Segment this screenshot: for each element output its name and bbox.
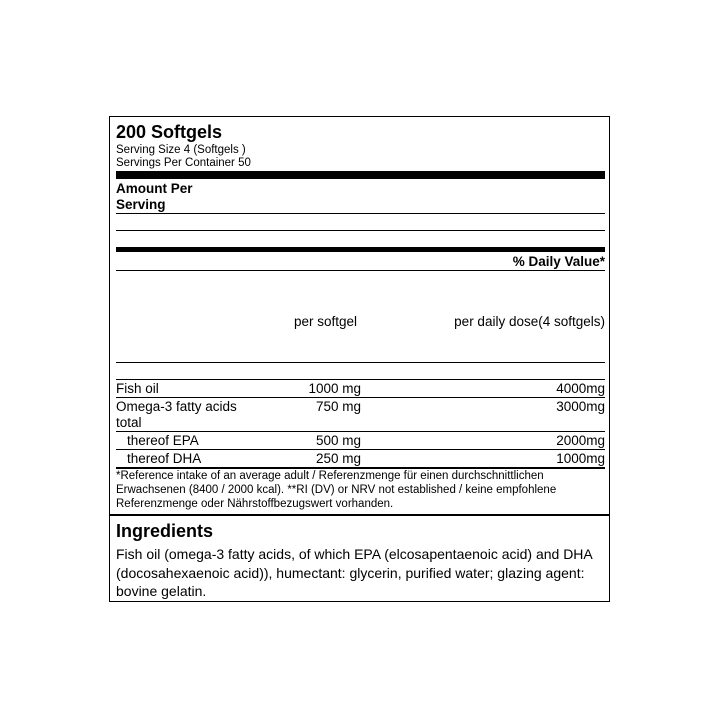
thick-divider xyxy=(116,171,605,179)
divider xyxy=(116,213,605,214)
nutrient-per-daily-dose: 4000mg xyxy=(556,381,605,396)
nutrient-per-softgel: 250 mg xyxy=(315,451,361,466)
row-divider xyxy=(116,431,605,432)
divider xyxy=(116,362,605,363)
footnote: *Reference intake of an average adult / Referenzmenge für einen durchschnittlichen Erwachsenen (8400 / 2000 kcal). **RI (DV) or NRV not established / keine empfohlene Referenzmenge oder Nährstoffbezugswert vorhanden. xyxy=(116,470,557,510)
column-header-per-daily-dose: per daily dose(4 softgels) xyxy=(454,314,605,329)
daily-value-label: % Daily Value* xyxy=(512,254,605,269)
nutrition-facts-panel xyxy=(109,116,610,602)
nutrient-name: Fish oil xyxy=(116,381,159,396)
serving-size: Serving Size 4 (Softgels ) xyxy=(116,144,246,156)
column-header-per-softgel: per softgel xyxy=(294,314,358,329)
amount-per-label: Amount Per xyxy=(116,181,193,196)
ingredients-title: Ingredients xyxy=(116,521,214,541)
divider xyxy=(116,270,605,271)
serving-label: Serving xyxy=(116,197,166,212)
ingredients-text: Fish oil (omega-3 fatty acids, of which EPA (elcosapentaenoic acid) and DHA (docosahexaenoic acid)), humectant: glycerin, purified water; glazing agent: bovine gelatin. xyxy=(116,546,592,599)
section-divider xyxy=(110,514,609,516)
nutrient-name: thereof EPA xyxy=(127,433,199,448)
product-title: 200 Softgels xyxy=(116,122,223,142)
nutrient-per-softgel: 750 mg xyxy=(315,399,361,414)
row-divider xyxy=(116,449,605,450)
nutrient-per-daily-dose: 3000mg xyxy=(556,399,605,414)
divider xyxy=(116,230,605,231)
divider xyxy=(116,379,605,380)
nutrient-per-softgel: 500 mg xyxy=(315,433,361,448)
nutrient-per-daily-dose: 2000mg xyxy=(556,433,605,448)
nutrient-per-daily-dose: 1000mg xyxy=(556,451,605,466)
nutrient-name: Omega-3 fatty acids xyxy=(116,399,237,414)
servings-per-container: Servings Per Container 50 xyxy=(116,157,251,169)
nutrient-name-line2: total xyxy=(116,415,142,430)
row-divider xyxy=(116,397,605,398)
medium-divider xyxy=(116,247,605,252)
nutrient-per-softgel: 1000 mg xyxy=(308,381,361,396)
nutrient-name: thereof DHA xyxy=(127,451,202,466)
